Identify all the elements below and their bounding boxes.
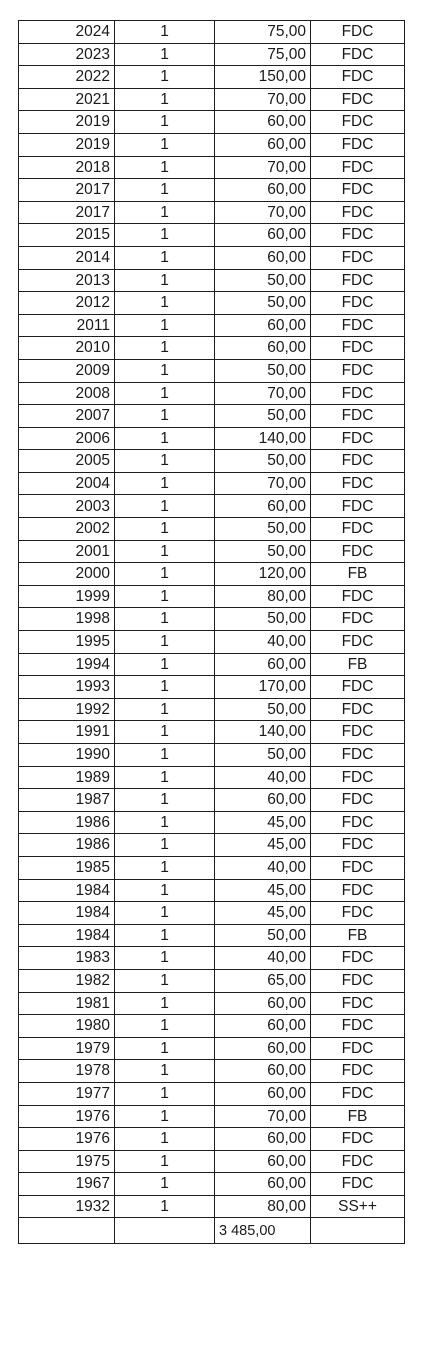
quantity-cell: 1 — [115, 1060, 215, 1083]
price-cell: 60,00 — [215, 133, 311, 156]
year-cell: 2005 — [19, 450, 115, 473]
type-cell: FDC — [311, 405, 405, 428]
year-cell: 2018 — [19, 156, 115, 179]
table-row — [19, 518, 405, 541]
type-cell: FDC — [311, 246, 405, 269]
total-qty-cell — [115, 1218, 215, 1244]
price-cell: 60,00 — [215, 314, 311, 337]
price-cell: 50,00 — [215, 518, 311, 541]
quantity-cell: 1 — [115, 698, 215, 721]
table-row — [19, 224, 405, 247]
table-row — [19, 766, 405, 789]
type-cell: FDC — [311, 992, 405, 1015]
table-row — [19, 698, 405, 721]
price-cell: 80,00 — [215, 1195, 311, 1218]
year-cell: 1983 — [19, 947, 115, 970]
type-cell: FDC — [311, 518, 405, 541]
year-cell: 1979 — [19, 1037, 115, 1060]
type-cell: FDC — [311, 766, 405, 789]
price-cell: 50,00 — [215, 924, 311, 947]
price-cell: 40,00 — [215, 766, 311, 789]
quantity-cell: 1 — [115, 879, 215, 902]
year-cell: 2003 — [19, 495, 115, 518]
price-cell: 60,00 — [215, 1082, 311, 1105]
table-row — [19, 88, 405, 111]
quantity-cell: 1 — [115, 337, 215, 360]
type-cell: FDC — [311, 292, 405, 315]
table-row — [19, 1082, 405, 1105]
type-cell: FDC — [311, 43, 405, 66]
price-cell: 60,00 — [215, 495, 311, 518]
price-cell: 80,00 — [215, 585, 311, 608]
quantity-cell: 1 — [115, 201, 215, 224]
price-cell: 60,00 — [215, 789, 311, 812]
quantity-cell: 1 — [115, 902, 215, 925]
total-price-cell: 3 485,00 — [215, 1218, 311, 1244]
table-row — [19, 43, 405, 66]
type-cell: FDC — [311, 111, 405, 134]
price-list-table — [18, 20, 405, 1244]
type-cell: FDC — [311, 472, 405, 495]
year-cell: 1986 — [19, 811, 115, 834]
quantity-cell: 1 — [115, 766, 215, 789]
quantity-cell: 1 — [115, 111, 215, 134]
year-cell: 2019 — [19, 111, 115, 134]
table-row — [19, 992, 405, 1015]
year-cell: 1987 — [19, 789, 115, 812]
type-cell: FDC — [311, 201, 405, 224]
type-cell: FB — [311, 563, 405, 586]
table-row — [19, 495, 405, 518]
quantity-cell: 1 — [115, 924, 215, 947]
type-cell: FDC — [311, 450, 405, 473]
price-cell: 60,00 — [215, 1150, 311, 1173]
year-cell: 2011 — [19, 314, 115, 337]
quantity-cell: 1 — [115, 653, 215, 676]
table-row — [19, 1128, 405, 1151]
year-cell: 1984 — [19, 924, 115, 947]
quantity-cell: 1 — [115, 992, 215, 1015]
type-cell: FDC — [311, 427, 405, 450]
table-row — [19, 133, 405, 156]
quantity-cell: 1 — [115, 224, 215, 247]
table-body — [19, 21, 405, 1218]
quantity-cell: 1 — [115, 269, 215, 292]
year-cell: 2010 — [19, 337, 115, 360]
price-cell: 45,00 — [215, 811, 311, 834]
price-cell: 60,00 — [215, 111, 311, 134]
price-cell: 50,00 — [215, 744, 311, 767]
type-cell: FDC — [311, 88, 405, 111]
year-cell: 1993 — [19, 676, 115, 699]
quantity-cell: 1 — [115, 676, 215, 699]
price-cell: 75,00 — [215, 43, 311, 66]
price-cell: 40,00 — [215, 631, 311, 654]
price-cell: 50,00 — [215, 292, 311, 315]
quantity-cell: 1 — [115, 66, 215, 89]
type-cell: FDC — [311, 224, 405, 247]
type-cell: FDC — [311, 676, 405, 699]
year-cell: 1984 — [19, 879, 115, 902]
type-cell: FDC — [311, 1150, 405, 1173]
type-cell: FDC — [311, 359, 405, 382]
year-cell: 1998 — [19, 608, 115, 631]
table-row — [19, 1173, 405, 1196]
table-row — [19, 269, 405, 292]
table-row — [19, 1037, 405, 1060]
type-cell: FDC — [311, 495, 405, 518]
type-cell: SS++ — [311, 1195, 405, 1218]
price-cell: 50,00 — [215, 359, 311, 382]
type-cell: FDC — [311, 66, 405, 89]
type-cell: FDC — [311, 902, 405, 925]
type-cell: FDC — [311, 156, 405, 179]
table-row — [19, 563, 405, 586]
table-row — [19, 1195, 405, 1218]
price-cell: 70,00 — [215, 156, 311, 179]
year-cell: 2004 — [19, 472, 115, 495]
quantity-cell: 1 — [115, 450, 215, 473]
table-row — [19, 246, 405, 269]
price-cell: 60,00 — [215, 1015, 311, 1038]
year-cell: 2007 — [19, 405, 115, 428]
quantity-cell: 1 — [115, 472, 215, 495]
year-cell: 1978 — [19, 1060, 115, 1083]
year-cell: 1984 — [19, 902, 115, 925]
price-cell: 75,00 — [215, 21, 311, 44]
type-cell: FDC — [311, 969, 405, 992]
price-cell: 50,00 — [215, 450, 311, 473]
type-cell: FDC — [311, 856, 405, 879]
year-cell: 2000 — [19, 563, 115, 586]
year-cell: 2022 — [19, 66, 115, 89]
table-row — [19, 676, 405, 699]
type-cell: FDC — [311, 947, 405, 970]
quantity-cell: 1 — [115, 382, 215, 405]
quantity-cell: 1 — [115, 608, 215, 631]
table-row — [19, 811, 405, 834]
price-cell: 140,00 — [215, 427, 311, 450]
quantity-cell: 1 — [115, 969, 215, 992]
type-cell: FDC — [311, 585, 405, 608]
price-cell: 60,00 — [215, 224, 311, 247]
year-cell: 2023 — [19, 43, 115, 66]
type-cell: FDC — [311, 631, 405, 654]
table-row — [19, 359, 405, 382]
quantity-cell: 1 — [115, 1082, 215, 1105]
quantity-cell: 1 — [115, 405, 215, 428]
table-row — [19, 1060, 405, 1083]
type-cell: FB — [311, 1105, 405, 1128]
year-cell: 1975 — [19, 1150, 115, 1173]
price-cell: 50,00 — [215, 269, 311, 292]
price-cell: 120,00 — [215, 563, 311, 586]
year-cell: 1976 — [19, 1128, 115, 1151]
quantity-cell: 1 — [115, 292, 215, 315]
year-cell: 1999 — [19, 585, 115, 608]
quantity-cell: 1 — [115, 1173, 215, 1196]
type-cell: FDC — [311, 721, 405, 744]
year-cell: 1994 — [19, 653, 115, 676]
table-row — [19, 902, 405, 925]
year-cell: 1992 — [19, 698, 115, 721]
price-cell: 50,00 — [215, 608, 311, 631]
table-row — [19, 721, 405, 744]
price-cell: 45,00 — [215, 879, 311, 902]
quantity-cell: 1 — [115, 495, 215, 518]
table-row — [19, 744, 405, 767]
table-row — [19, 314, 405, 337]
table-row — [19, 337, 405, 360]
year-cell: 2019 — [19, 133, 115, 156]
quantity-cell: 1 — [115, 834, 215, 857]
quantity-cell: 1 — [115, 88, 215, 111]
year-cell: 2008 — [19, 382, 115, 405]
total-row — [19, 1218, 405, 1244]
quantity-cell: 1 — [115, 947, 215, 970]
table-row — [19, 382, 405, 405]
type-cell: FDC — [311, 1037, 405, 1060]
table-row — [19, 111, 405, 134]
table-row — [19, 156, 405, 179]
table-row — [19, 472, 405, 495]
price-cell: 60,00 — [215, 1037, 311, 1060]
quantity-cell: 1 — [115, 721, 215, 744]
type-cell: FDC — [311, 834, 405, 857]
price-cell: 60,00 — [215, 337, 311, 360]
price-cell: 70,00 — [215, 472, 311, 495]
quantity-cell: 1 — [115, 518, 215, 541]
quantity-cell: 1 — [115, 133, 215, 156]
year-cell: 1977 — [19, 1082, 115, 1105]
table-row — [19, 653, 405, 676]
table-row — [19, 856, 405, 879]
price-cell: 60,00 — [215, 1173, 311, 1196]
price-cell: 50,00 — [215, 405, 311, 428]
price-cell: 60,00 — [215, 1128, 311, 1151]
quantity-cell: 1 — [115, 21, 215, 44]
table-row — [19, 879, 405, 902]
table-row — [19, 631, 405, 654]
year-cell: 1980 — [19, 1015, 115, 1038]
year-cell: 1990 — [19, 744, 115, 767]
type-cell: FDC — [311, 879, 405, 902]
year-cell: 2021 — [19, 88, 115, 111]
quantity-cell: 1 — [115, 563, 215, 586]
quantity-cell: 1 — [115, 789, 215, 812]
table-row — [19, 450, 405, 473]
type-cell: FDC — [311, 133, 405, 156]
quantity-cell: 1 — [115, 585, 215, 608]
type-cell: FDC — [311, 337, 405, 360]
quantity-cell: 1 — [115, 179, 215, 202]
year-cell: 1982 — [19, 969, 115, 992]
price-cell: 150,00 — [215, 66, 311, 89]
price-cell: 45,00 — [215, 834, 311, 857]
quantity-cell: 1 — [115, 314, 215, 337]
type-cell: FB — [311, 653, 405, 676]
table-row — [19, 1015, 405, 1038]
year-cell: 1976 — [19, 1105, 115, 1128]
type-cell: FB — [311, 924, 405, 947]
quantity-cell: 1 — [115, 156, 215, 179]
type-cell: FDC — [311, 789, 405, 812]
quantity-cell: 1 — [115, 246, 215, 269]
price-cell: 70,00 — [215, 382, 311, 405]
type-cell: FDC — [311, 269, 405, 292]
price-cell: 45,00 — [215, 902, 311, 925]
year-cell: 2009 — [19, 359, 115, 382]
total-year-cell — [19, 1218, 115, 1244]
year-cell: 2001 — [19, 540, 115, 563]
type-cell: FDC — [311, 179, 405, 202]
type-cell: FDC — [311, 1060, 405, 1083]
type-cell: FDC — [311, 698, 405, 721]
type-cell: FDC — [311, 811, 405, 834]
price-cell: 170,00 — [215, 676, 311, 699]
price-cell: 60,00 — [215, 179, 311, 202]
type-cell: FDC — [311, 1082, 405, 1105]
table-row — [19, 427, 405, 450]
price-cell: 50,00 — [215, 698, 311, 721]
price-cell: 70,00 — [215, 201, 311, 224]
year-cell: 2012 — [19, 292, 115, 315]
quantity-cell: 1 — [115, 811, 215, 834]
quantity-cell: 1 — [115, 1037, 215, 1060]
quantity-cell: 1 — [115, 427, 215, 450]
year-cell: 2006 — [19, 427, 115, 450]
table-row — [19, 540, 405, 563]
table-row — [19, 608, 405, 631]
type-cell: FDC — [311, 21, 405, 44]
price-cell: 60,00 — [215, 653, 311, 676]
price-cell: 70,00 — [215, 1105, 311, 1128]
year-cell: 2014 — [19, 246, 115, 269]
type-cell: FDC — [311, 1128, 405, 1151]
price-cell: 50,00 — [215, 540, 311, 563]
quantity-cell: 1 — [115, 359, 215, 382]
table-row — [19, 924, 405, 947]
year-cell: 1967 — [19, 1173, 115, 1196]
quantity-cell: 1 — [115, 1105, 215, 1128]
price-cell: 60,00 — [215, 246, 311, 269]
year-cell: 2013 — [19, 269, 115, 292]
table-row — [19, 21, 405, 44]
table-row — [19, 947, 405, 970]
type-cell: FDC — [311, 540, 405, 563]
year-cell: 2017 — [19, 179, 115, 202]
table-row — [19, 969, 405, 992]
table-row — [19, 405, 405, 428]
year-cell: 1995 — [19, 631, 115, 654]
price-cell: 60,00 — [215, 1060, 311, 1083]
year-cell: 1932 — [19, 1195, 115, 1218]
total-type-cell — [311, 1218, 405, 1244]
quantity-cell: 1 — [115, 43, 215, 66]
price-cell: 40,00 — [215, 856, 311, 879]
year-cell: 2002 — [19, 518, 115, 541]
price-cell: 60,00 — [215, 992, 311, 1015]
price-cell: 65,00 — [215, 969, 311, 992]
year-cell: 1989 — [19, 766, 115, 789]
table-row — [19, 585, 405, 608]
type-cell: FDC — [311, 744, 405, 767]
quantity-cell: 1 — [115, 631, 215, 654]
year-cell: 2024 — [19, 21, 115, 44]
table-row — [19, 179, 405, 202]
type-cell: FDC — [311, 1173, 405, 1196]
table-row — [19, 1150, 405, 1173]
year-cell: 2017 — [19, 201, 115, 224]
year-cell: 1986 — [19, 834, 115, 857]
table-row — [19, 201, 405, 224]
price-cell: 140,00 — [215, 721, 311, 744]
quantity-cell: 1 — [115, 1195, 215, 1218]
quantity-cell: 1 — [115, 856, 215, 879]
type-cell: FDC — [311, 608, 405, 631]
type-cell: FDC — [311, 314, 405, 337]
table-row — [19, 834, 405, 857]
year-cell: 1991 — [19, 721, 115, 744]
quantity-cell: 1 — [115, 744, 215, 767]
type-cell: FDC — [311, 382, 405, 405]
quantity-cell: 1 — [115, 540, 215, 563]
quantity-cell: 1 — [115, 1128, 215, 1151]
table-row — [19, 66, 405, 89]
table-row — [19, 292, 405, 315]
quantity-cell: 1 — [115, 1015, 215, 1038]
price-cell: 40,00 — [215, 947, 311, 970]
table-row — [19, 1105, 405, 1128]
quantity-cell: 1 — [115, 1150, 215, 1173]
price-cell: 70,00 — [215, 88, 311, 111]
year-cell: 1981 — [19, 992, 115, 1015]
year-cell: 2015 — [19, 224, 115, 247]
type-cell: FDC — [311, 1015, 405, 1038]
year-cell: 1985 — [19, 856, 115, 879]
table-row — [19, 789, 405, 812]
